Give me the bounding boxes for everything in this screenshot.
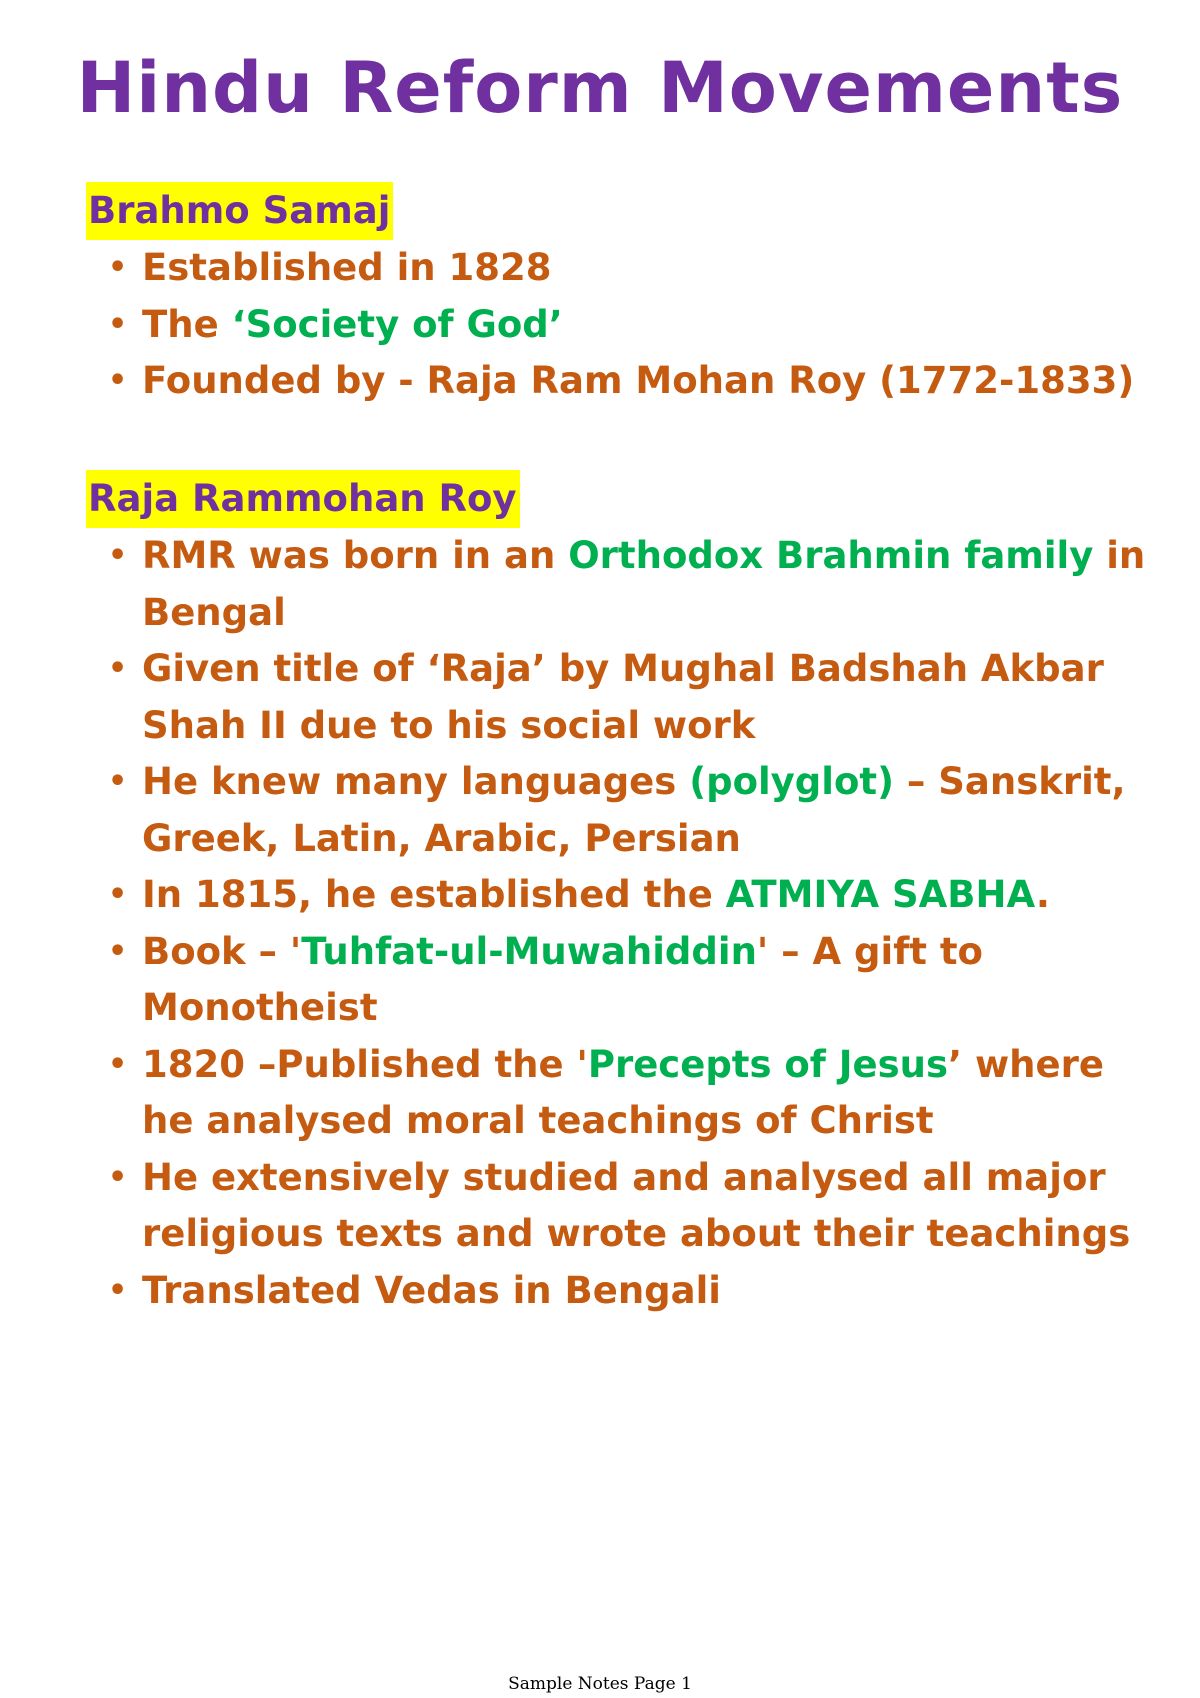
bullet-list — [86, 240, 1146, 410]
list-item: • Book – 'Tuhfat-ul-Muwahiddin' – A gift to Monotheist — [142, 924, 1146, 1037]
section-heading: Brahmo Samaj — [86, 182, 393, 240]
page-title: Hindu Reform Movements — [76, 47, 1124, 129]
bullet-icon: • — [108, 250, 128, 285]
bullet-icon: • — [108, 933, 128, 969]
list-item: • The ‘Society of God’ — [142, 297, 1146, 354]
bullet-icon: • — [108, 651, 128, 686]
bullet-icon: • — [108, 1159, 128, 1195]
list-item: • 1820 –Published the 'Precepts of Jesus’ where he analysed moral teachings of Christ — [142, 1037, 1146, 1150]
bullet-icon: • — [108, 877, 128, 912]
list-item: • Given title of ‘Raja’ by Mughal Badshah Akbar Shah II due to his social work — [142, 641, 1146, 754]
highlight-text: ‘Society of God’ — [231, 302, 563, 346]
bullet-icon: • — [108, 538, 128, 573]
list-item: • Founded by - Raja Ram Mohan Roy (1772-1833) — [142, 353, 1146, 410]
section-heading: Raja Rammohan Roy — [86, 470, 520, 528]
section-raja-rammohan-roy — [86, 470, 1146, 1319]
list-item: • Translated Vedas in Bengali — [142, 1263, 1146, 1320]
list-item: • He extensively studied and analysed all major religious texts and wrote about their teachings — [142, 1150, 1146, 1263]
section-brahmo-samaj — [86, 182, 1146, 410]
highlight-text: Orthodox Brahmin family — [568, 534, 1094, 577]
list-item: • He knew many languages (polyglot) – Sanskrit, Greek, Latin, Arabic, Persian — [142, 754, 1146, 867]
highlight-text: ATMIYA SABHA — [725, 873, 1036, 916]
highlight-text: Precepts of Jesus — [587, 1042, 949, 1086]
highlight-text: Tuhfat-ul-Muwahiddin — [301, 929, 757, 973]
bullet-list — [86, 528, 1146, 1319]
bullet-icon: • — [108, 306, 128, 342]
bullet-icon: • — [108, 1046, 128, 1082]
page-footer: Sample Notes Page 1 — [508, 1674, 692, 1694]
list-item: • Established in 1828 — [142, 240, 1146, 297]
bullet-icon: • — [108, 764, 128, 799]
bullet-icon: • — [108, 363, 128, 398]
list-item: • RMR was born in an Orthodox Brahmin family in Bengal — [142, 528, 1146, 641]
highlight-text: (polyglot) — [689, 760, 894, 803]
bullet-icon: • — [108, 1272, 128, 1308]
list-item: • In 1815, he established the ATMIYA SABHA. — [142, 867, 1146, 924]
